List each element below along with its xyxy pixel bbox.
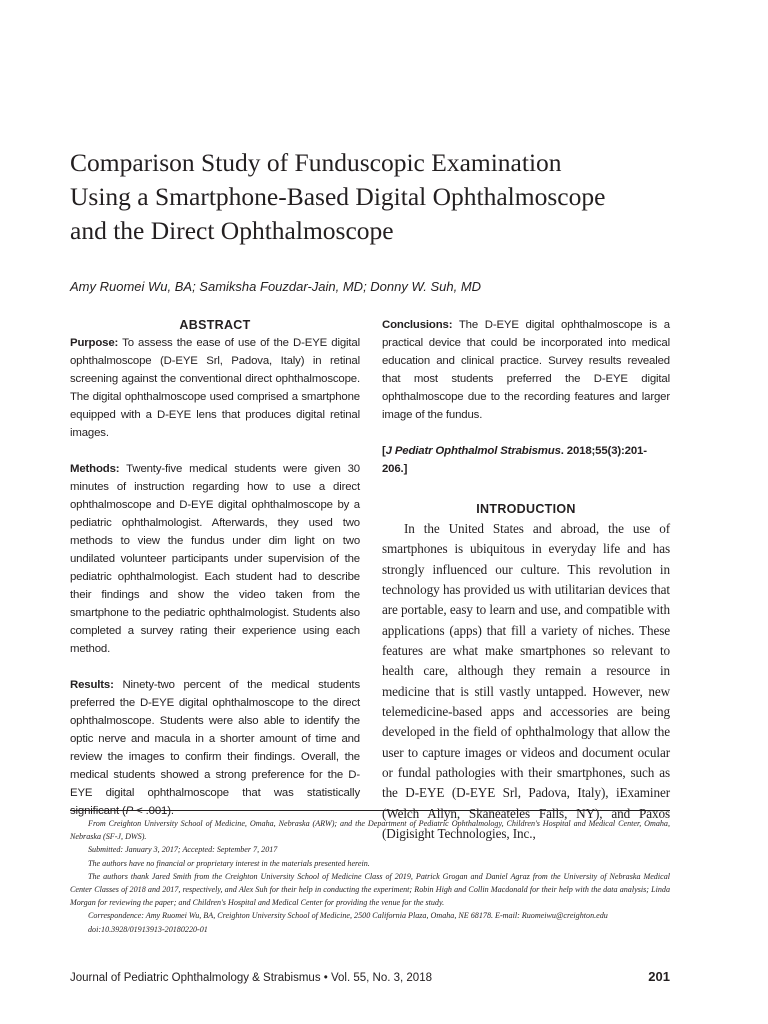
title-line: and the Direct Ophthalmoscope bbox=[70, 216, 394, 245]
conclusions-column bbox=[382, 316, 670, 478]
footnote-affiliation: From Creighton University School of Medicine, Omaha, Nebraska (ARW); and the Department of Pediatric Ophthalmology, Children's Hospital and Medical Center, Omaha, Nebraska (SF-J, DWS). bbox=[70, 819, 670, 842]
footnote-correspondence: Correspondence: Amy Ruomei Wu, BA, Creighton University School of Medicine, 2500 California Plaza, Omaha, NE 68178. E-mail: Ruomeiwu@creighton.edu bbox=[88, 911, 608, 921]
results-p-symbol: P bbox=[125, 805, 134, 817]
footnote-divider bbox=[70, 810, 670, 811]
methods-label: Methods: bbox=[70, 463, 120, 475]
footnote-acknowledgments: The authors thank Jared Smith from the Creighton University School of Medicine Class of 2019, Patrick Grogan and Daniel Agraz from the University of Nebraska Medical Center Classes of 2018 and 2017, respectively, and Alex Suh for their help in conducting the experiment; Robin High and Collin Macdonald for their help with the data analysis; Linda Morgan for reviewing the paper; and Children's Hospital and Medical Center for providing the venue for the study. bbox=[70, 871, 670, 908]
citation-journal: J Pediatr Ophthalmol Strabismus bbox=[385, 445, 561, 457]
page-number: 201 bbox=[648, 969, 670, 984]
footer-journal: Journal of Pediatric Ophthalmology & Strabismus • Vol. 55, No. 3, 2018 bbox=[70, 972, 432, 984]
citation bbox=[382, 442, 670, 478]
footnote-disclosure: The authors have no financial or proprietary interest in the materials presented herein. bbox=[88, 858, 370, 868]
conclusions-text: The D-EYE digital ophthalmoscope is a practical device that could be incorporated into medical education and clinical practice. Survey results revealed that most students preferred the D-EYE digital ophthalmoscope due to the recording features and larger image of the fundus. bbox=[382, 319, 670, 421]
introduction-heading: INTRODUCTION bbox=[476, 502, 576, 516]
footnote-doi: doi:10.3928/01913913-20180220-01 bbox=[88, 924, 208, 934]
abstract-heading: ABSTRACT bbox=[179, 318, 251, 332]
footnotes bbox=[70, 817, 670, 936]
abstract-methods bbox=[70, 460, 360, 658]
abstract-purpose bbox=[70, 334, 360, 442]
results-label: Results: bbox=[70, 679, 114, 691]
results-text: Ninety-two percent of the medical students preferred the D-EYE digital ophthalmoscope to the direct ophthalmoscope. Students were also able to identify the optic nerve and macula in a shorter amount of time and review the images to confirm their findings. Overall, the medical students showed a strong preference for the D-EYE digital ophthalmoscope that was statistically significant ( bbox=[70, 679, 360, 817]
title-line: Using a Smartphone-Based Digital Ophthalmoscope bbox=[70, 182, 606, 211]
abstract-conclusions bbox=[382, 316, 670, 424]
title-line: Comparison Study of Funduscopic Examination bbox=[70, 148, 562, 177]
citation-open: [ bbox=[382, 445, 386, 457]
conclusions-label: Conclusions: bbox=[382, 319, 453, 331]
author-list: Amy Ruomei Wu, BA; Samiksha Fouzdar-Jain, MD; Donny W. Suh, MD bbox=[70, 279, 482, 294]
abstract-column bbox=[70, 316, 360, 838]
methods-text: Twenty-five medical students were given 30 minutes of instruction regarding how to use a direct ophthalmoscope and D-EYE digital ophthalmoscope by a pediatric ophthalmologist. Afterwards, they used two methods to view the fundus under dim light on two undilated volunteer participants under supervision of the pediatric ophthalmologist. Each student had to describe their findings and show the video taken from the smartphone to the pediatric ophthalmologist. Students also completed a survey rating their experience using each method. bbox=[70, 463, 360, 655]
results-end: < .001). bbox=[133, 805, 174, 817]
abstract-results bbox=[70, 676, 360, 820]
citation-rest: . 2018;55(3):201-206.] bbox=[382, 445, 647, 475]
article-title bbox=[70, 146, 710, 248]
footnote-dates: Submitted: January 3, 2017; Accepted: September 7, 2017 bbox=[88, 845, 278, 855]
purpose-label: Purpose: bbox=[70, 337, 119, 349]
introduction-body: In the United States and abroad, the use of smartphones is ubiquitous in everyday life and has strongly influenced our culture. This revolution in technology has provided us with utilitarian devices that are portable, easy to learn and use, and compatible with applications (apps) that fill a variety of niches. These features are what make smartphones so relevant to health care, although they remain a resource in medicine that is still vastly untapped. However, new telemedicine-based apps and accessories are being developed in the field of ophthalmology that allow the user to capture images or videos and document ocular or fundal pathologies with their smartphones, such as the D-EYE (D-EYE Srl, Padova, Italy), iExaminer (Welch Allyn, Skaneateles Falls, NY), and Paxos (Digisight Technologies, Inc., bbox=[382, 521, 670, 842]
purpose-text: To assess the ease of use of the D-EYE digital ophthalmoscope (D-EYE Srl, Padova, Italy) in retinal screening against the conventional direct ophthalmoscope. The digital ophthalmoscope used comprised a smartphone equipped with a D-EYE lens that produces digital retinal images. bbox=[70, 337, 360, 439]
